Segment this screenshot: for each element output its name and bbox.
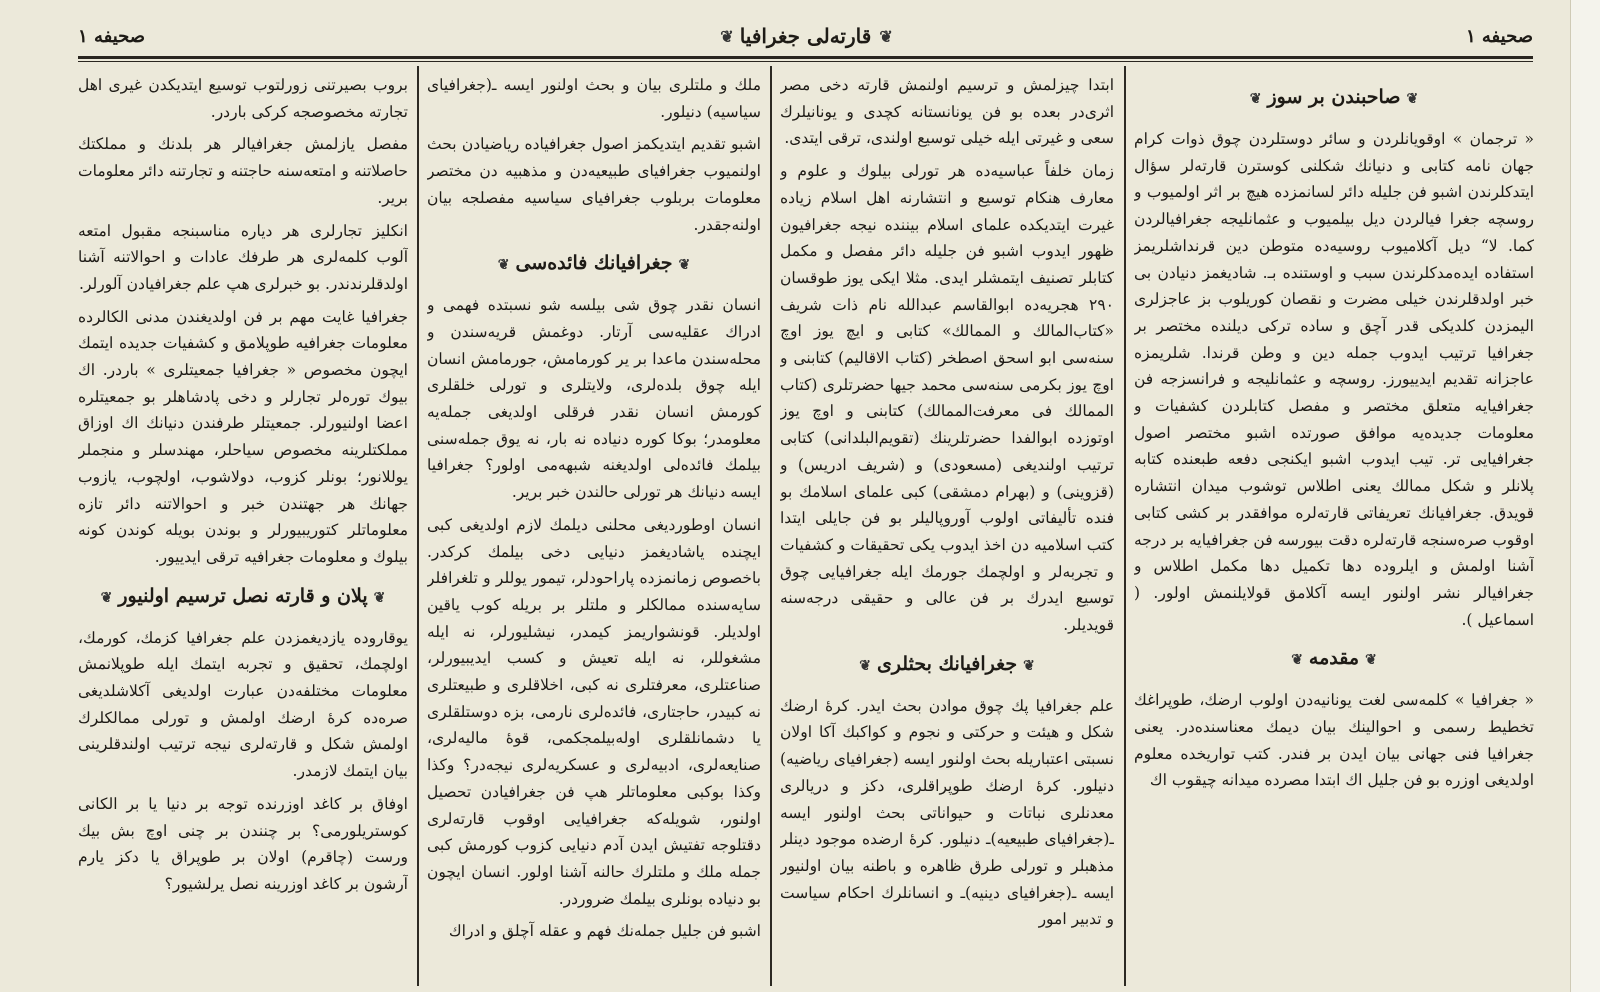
column-1 bbox=[1134, 72, 1534, 984]
paragraph: ابتدا چیزلمش و ترسیم اولنمش قارته دخی مصر اثری‌در بعده بو فن یونانستانه کچدی و یونانیلرك سعی و غیرتی ایله خیلی توسیع اولندی، ترقی ایتدی. bbox=[780, 76, 1114, 148]
paragraph: اوفاق بر کاغد اوزرنده توجه بر دنیا یا بر الکانی کوستریلورمی؟ بر چنندن بر چنی اوچ بش بیك ورست (چاقرم) اولان بر طوپراق یا دکز یارم آرشون بر کاغد اوزرینه نصل یرلشیور؟ bbox=[78, 794, 408, 893]
paragraph: « ترجمان » اوقویانلردن و سائر دوستلردن چوق ذوات کرام جهان نامه کتابی و دنیانك شکلنی کوسترن قارته‌لر سؤال ایتدکلرندن اشبو فن جلیله دائر لسانمزده هیچ بر اثر اولمیوب و روسچه جغرا فیالردن دیل بیلمیوب و عثمانلیجه جغرافیالردن کما. لا“ دیل آکلامیوب روسیه‌ده متوطن دین قرنداشلریمز استفاده ایده‌مدکلرندن سبب و اوستنده بـ. شادیغمز دنیادن بی خبر اولدقلرندن خیلی مضرت و نقصان کوریلوب بز عاجزلری الیمزدن کلدیکی قدر آچق و ساده ترکی دیلنده مختصر بر جغرافیا ترتیب ایدوب جمله دین و وطن قرندا. شلریمزه عاجزانه تقدیم ایدییورز. روسچه و عثمانلیجه و فرانسزجه فن جغرافیایه متعلق مختصر و مفصل کتابلردن کشفیات و معلومات جدیده‌یه موافق صورتده اشبو مختصر اصول جغرافیایی تر. تیب ایدوب اشبو ایکنجی دفعه طبعنده کتابه پلانلر و شکل ممالك یعنی اطلاس توشوب میدان انتشاره قویدق. جغرافیانك تعریفاتی قارته‌لره موافقدر بر کشی کتابی اوقوب صره‌سنجه قارته‌لره دقت بیورسه فن جغرافیایه بر درجه آشنا اولمش و ایلروده دها تکمیل دها مکمل اطلاس و جغرافیالر نشر اولنور ایسه آکلامق قولایلنمش اولور. ( اسماعیل ). bbox=[1134, 130, 1534, 629]
page-number-right: صحیفه ۱ bbox=[1465, 26, 1533, 47]
column-2 bbox=[780, 72, 1114, 984]
ornament-icon: ❦ bbox=[879, 26, 891, 46]
paragraph: جغرافیا غایت مهم بر فن اولدیغندن مدنی الکالرده معلومات جغرافیه طوپلامق و کشفیات جدیده ایتمك ایچون مخصوص « جغرافیا جمعیتلری » باردر. اك بیوك تورەلر تجارلر و دخی پادشاهلر بو جمعیتلره اعضا اولنیورلر. جمعیتلر طرفندن دنیانك اك اوزاق مملکتلرینه مخصوص سیاحلر، مهندسلر و منجملر یوللانور؛ بونلر کزوب، دولاشوب، اولچوب، یازوب جهانك هر جهتندن خبر و احوالاتنه دائر تازه معلوماتلر کتوریبیورلر و بوندن بویله کوندن کونه بیلوك و معلومات جغرافیه ترقی ایدییور. bbox=[78, 307, 408, 566]
page-edge bbox=[1570, 0, 1600, 992]
ornament-icon: ❦ bbox=[720, 26, 732, 46]
page-number-left: صحیفه ۱ bbox=[78, 26, 146, 47]
paragraph: اشبو فن جلیل جمله‌نك فهم و عقله آچلق و ادراك bbox=[448, 922, 761, 941]
paragraph: یوقاروده یازدیغمزدن علم جغرافیا کزمك، کورمك، اولچمك، تحقیق و تجربه ایتمك ایله طوپلانمش معلومات مختلفه‌دن عبارت اولدیغی آکلاشلدیغی صره‌ده کرهٔ ارضك اولمش و تورلی ممالکلرك اولمش شکل و قارته‌لری نیجه ترتیب اولندقلرینی بیان ایتمك لازمدر. bbox=[78, 628, 408, 781]
header-rule-thin bbox=[78, 61, 1533, 62]
paragraph: بروب بصیرتنی زورلتوب توسیع ایتدیکدن غیری اهل تجارته مخصوصجه کرکی باردر. bbox=[78, 76, 408, 121]
column-3 bbox=[427, 72, 761, 984]
paragraph: علم جغرافیا پك چوق موادن بحث ایدر. کرهٔ ارضك شکل و هیئت و حرکتی و نجوم و کواکبك آکا اولان نسبتی اعتباریله بحث اولنور ایسه (جغرافیای ریاضیه) دنیلور. کرهٔ ارضك طوپراقلری، دکز و دریالری معدنلری نباتات و حیواناتی بحث اولنور ایسه ـ(جغرافیای طبیعیه)ـ دنیلور. کرهٔ ارضده موجود دینلر مذهبلر و تورلی طرق ظاهره و باطنه بیان اولنیور ایسه ـ(جغرافیای دینیه)ـ و انسانلرك احکام سیاست و تدبیر امور bbox=[780, 696, 1114, 929]
ornament-icon: ❦ bbox=[373, 589, 386, 606]
ornament-icon: ❦ bbox=[497, 257, 510, 274]
ornament-icon: ❦ bbox=[678, 257, 691, 274]
section-heading: ❦جغرافیانك فائده‌سی❦ bbox=[497, 252, 691, 275]
paragraph: مفصل یازلمش جغرافیالر هر بلدنك و مملکتك حاصلاتنه و امتعه‌سنه حاجتنه و تجارتنه دائر معلومات بریر. bbox=[78, 135, 408, 207]
ornament-icon: ❦ bbox=[1406, 91, 1419, 107]
masthead bbox=[720, 24, 890, 48]
section-heading: ❦صاحبندن بر سوز❦ bbox=[1249, 86, 1419, 108]
masthead-title: قارته‌لی جغرافیا bbox=[739, 24, 872, 48]
ornament-icon: ❦ bbox=[859, 657, 871, 674]
column-divider bbox=[1124, 66, 1126, 986]
ornament-icon: ❦ bbox=[1365, 652, 1377, 669]
section-heading: ❦مقدمه❦ bbox=[1291, 647, 1377, 670]
paragraph: ملك و ملتلری بیان و بحث اولنور ایسه ـ(جغرافیای سیاسیه) دنیلور. bbox=[427, 76, 761, 121]
paragraph: انسان اوطوردیغی محلنی دیلمك لازم اولدیغی کبی ایچنده یاشادیغمز دنیایی دخی بیلمك کرکدر. باخصوص زمانمزده پاراحودلر، تیمور یوللر و تلغرافلر سایه‌سنده ممالکلر و ملتلر بر بریله کوب یاقین اولدیلر. قونشواریمز کیمدر، نیشلیورلر، نه ایله مشغوللر، نه ایله تعیش و کسب ایدیبیورلر، صناعتلری، معرفتلری نه کبی، اخلاقلری و طبیعتلری نه کبیدر، حاجتاری، فائده‌لری نارمی، بزه دوستلقلری یا دشمانلقلری اوله‌بیلمجکمی، قوهٔ مالیه‌لری، صنایعه‌لری، ادبیه‌لری و عسکریه‌لری نیجه‌در؟ وکذا وکذا بوکبی معلوماتلر هپ فن جغرافیادن تحصیل اولنور، شویله‌که جغرافیایی اوقوب قارته‌لری دقتلوجه تفتیش ایدن آدم دنیایی کزوب کورمش کبی جمله ملك و ملتلرك حالنه آشنا اولور. انسان ایچون بو دنیاده بونلری بیلمك ضروردر. bbox=[427, 515, 761, 908]
paragraph: « جغرافیا » کلمه‌سی لغت یونانیه‌دن اولوب ارضك، طوپراغك تخطیط رسمی و احوالینك بیان دیمك معناسنده‌در. یعنی جغرافیا فنی جهانی بیان ایدن بر فندر. کتب تواریخده معلوم اولدیغی اوزره بو فن جلیل اك ابتدا مصرده میدانه چیقوب اك bbox=[1134, 691, 1534, 790]
section-heading: ❦جغرافیانك بحثلری❦ bbox=[859, 652, 1035, 675]
paragraph: اشبو تقدیم ایتدیکمز اصول جغرافیاده ریاضیادن بحث اولنمیوب جغرافیای طبیعیه‌دن و مذهبیه دن مختصر معلومات بربلوب جغرافیای سیاسیه مفصلجه بیان اولنه‌جقدر. bbox=[427, 135, 761, 234]
ornament-icon: ❦ bbox=[1023, 657, 1035, 674]
section-heading: ❦پلان و قارته نصل ترسیم اولنیور❦ bbox=[100, 584, 386, 607]
paragraph: زمان خلفاً عباسیه‌ده هر تورلی بیلوك و علوم و معارف هنکام توسیع و انتشارنه اهل اسلام زیاده غیرت ایتدیکده علمای اسلام بیننده نیجه جغرافیون ظهور ایدوب اشبو فن جلیله دائر مفصل و مکمل کتابلر تصنیف ایتمشلر ایدی. مثلا ایکی یوز طوقسان ۲۹۰ هجریه‌ده ابوالقاسم عبدالله نام ذات شریف «کتاب‌المالك و الممالك» کتابی و ایچ یوز اوچ سنه‌سی ابو اسحق اصطخر (کتاب الاقالیم) کتابنی و اوچ یوز بکرمی سنه‌سی محمد جیها حضرتلری (کتاب الممالك فی معرفت‌الممالك) کتابنی و اوچ یوز اوتوزده ابوالفدا حضرتلرینك (تقویم‌البلدانی) کتابی ترتیب اولندیغی (مسعودی) و (شریف ادریس) و (قزوینی) و (بهرام دمشقی) کبی علمای اسلامك بو فنده تألیفاتی اولوب آوروپالیلر بو فن جایلی ایتدا کتب اسلامیه دن اخذ ایدوب یکی تحقیقات و کشفیات و تجربه‌لر و اولچمك جورمك ایله جغرافیایی چوق توسیع ایدرك بر فن عالی و حقیقی درجه‌سنه قویدیلر. bbox=[780, 162, 1114, 635]
ornament-icon: ❦ bbox=[1249, 91, 1262, 107]
page-header bbox=[78, 24, 1533, 52]
paragraph: انسان نقدر چوق شی بیلسه شو نسبتده فهمی و ادراك عقلیه‌سی آرتار. دوغمش قریه‌سندن و محله‌سندن ماعدا بر یر کورمامش، جورمامش انسان ایله چوق بلده‌لری، ولایتلری و تورلی خلقلری کورمش انسان نقدر فرقلی اولدیغی جمله‌یه معلومدر؛ بوکا کوره دنیاده نه بار، نه یوق جمله‌سنی بیلمك فائده‌لی اولدیغنه شبهه‌می اولور؟ جغرافیا ایسه دنیانك هر تورلی حالندن خبر بریر. bbox=[427, 296, 761, 502]
ornament-icon: ❦ bbox=[100, 589, 113, 606]
ornament-icon: ❦ bbox=[1291, 652, 1303, 669]
column-divider bbox=[417, 66, 419, 986]
column-4 bbox=[78, 72, 408, 984]
header-rule bbox=[78, 56, 1533, 59]
paragraph: انکلیز تجارلری هر دیاره مناسبنجه مقبول امتعه آلوب کلمه‌لری هر طرفك عادات و احوالاتنه آشنا اولدقلرندندر. بو خبرلری هپ علم جغرافیادن آلورلر. bbox=[78, 221, 408, 293]
column-divider bbox=[770, 66, 772, 986]
